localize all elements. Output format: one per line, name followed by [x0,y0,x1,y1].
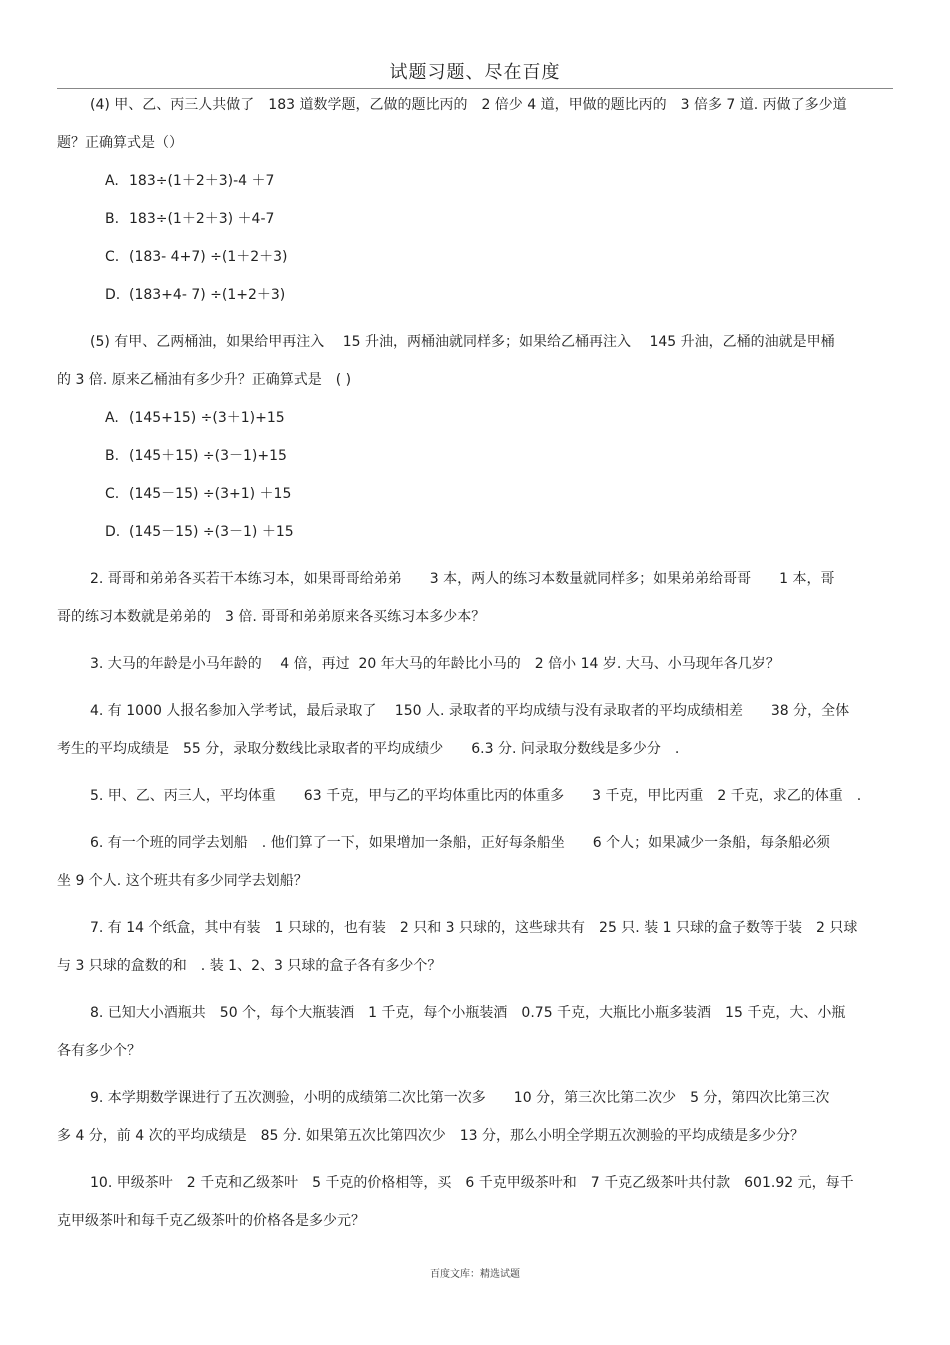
question-2-line-1: 2. 哥哥和弟弟各买若干本练习本，如果哥哥给弟弟 3 本，两人的练习本数量就同样多；如果弟弟给哥哥 1 本，哥 [90,571,835,587]
question-5 [57,331,893,543]
question-7-line-2: 与 3 只球的盒数的和 . 装 1、2、3 只球的盒子各有多少个？ [57,958,442,974]
question-10-line-2: 克甲级茶叶和每千克乙级茶叶的价格各是多少元？ [57,1213,365,1229]
question-5-line-1: (5) 有甲、乙两桶油，如果给甲再注入 15 升油，两桶油就同样多；如果给乙桶再注入 145 升油，乙桶的油就是甲桶 [90,334,835,350]
question-9 [57,1087,893,1147]
question-4-option-b: B. 183÷(1＋2＋3) ＋4-7 [105,211,275,227]
header-divider [57,88,893,89]
page-header-title: 试题习题、尽在百度 [389,62,561,83]
question-2 [57,568,893,628]
question-2-line-2: 哥的练习本数就是弟弟的 3 倍. 哥哥和弟弟原来各买练习本多少本？ [57,609,486,625]
question-4-option-c: C. (183- 4+7) ÷(1＋2＋3) [105,249,288,265]
question-3 [57,653,893,675]
question-10-line-1: 10. 甲级茶叶 2 千克和乙级茶叶 5 千克的价格相等，买 6 千克甲级茶叶和 7 千克乙级茶叶共付款 601.92 元，每千 [90,1175,854,1191]
question-10 [57,1172,893,1232]
question-8 [57,1002,893,1062]
question-5-option-d: D. (145－15) ÷(3－1) ＋15 [105,524,294,540]
question-8-line-1: 8. 已知大小酒瓶共 50 个，每个大瓶装酒 1 千克，每个小瓶装酒 0.75 千克，大瓶比小瓶多装酒 15 千克，大、小瓶 [90,1005,846,1021]
question-5-word-problem-line-1: 5. 甲、乙、丙三人，平均体重 63 千克，甲与乙的平均体重比丙的体重多 3 千克，甲比丙重 2 千克，求乙的体重 . [90,788,862,804]
page-footer: 百度文库：精选试题 [430,1269,520,1280]
question-5-option-c: C. (145－15) ÷(3+1) ＋15 [105,486,292,502]
question-5-option-a: A. (145+15) ÷(3＋1)+15 [105,410,285,426]
question-3-line-1: 3. 大马的年龄是小马年龄的 4 倍，再过 20 年大马的年龄比小马的 2 倍小 14 岁. 大马、小马现年各几岁？ [90,656,780,672]
question-4-word-problem-line-1: 4. 有 1000 人报名参加入学考试，最后录取了 150 人. 录取者的平均成绩与没有录取者的平均成绩相差 38 分，全体 [90,703,850,719]
question-9-line-1: 9. 本学期数学课进行了五次测验，小明的成绩第二次比第一次多 10 分，第三次比第二次少 5 分，第四次比第三次 [90,1090,830,1106]
question-9-line-2: 多 4 分，前 4 次的平均成绩是 85 分. 如果第五次比第四次少 13 分，那么小明全学期五次测验的平均成绩是多少分？ [57,1128,805,1144]
question-7-line-1: 7. 有 14 个纸盒，其中有装 1 只球的，也有装 2 只和 3 只球的，这些球共有 25 只. 装 1 只球的盒子数等于装 2 只球 [90,920,858,936]
question-5-option-b: B. (145＋15) ÷(3－1)+15 [105,448,287,464]
question-7 [57,917,893,977]
question-5-word-problem [57,785,893,807]
question-4 [57,94,893,306]
question-4-line-2: 题？正确算式是（） [57,135,183,151]
question-4-option-a: A. 183÷(1＋2＋3)-4 ＋7 [105,173,275,189]
question-8-line-2: 各有多少个？ [57,1043,141,1059]
question-4-option-d: D. (183+4- 7) ÷(1+2＋3) [105,287,286,303]
question-4-word-problem [57,700,893,760]
question-6 [57,832,893,892]
question-5-line-2: 的 3 倍. 原来乙桶油有多少升？正确算式是 ( ) [57,372,352,388]
question-4-word-problem-line-2: 考生的平均成绩是 55 分，录取分数线比录取者的平均成绩少 6.3 分. 问录取分数线是多少分 . [57,741,680,757]
question-6-line-1: 6. 有一个班的同学去划船 . 他们算了一下，如果增加一条船，正好每条船坐 6 个人；如果减少一条船，每条船必须 [90,835,831,851]
question-4-line-1: (4) 甲、乙、丙三人共做了 183 道数学题，乙做的题比丙的 2 倍少 4 道，甲做的题比丙的 3 倍多 7 道. 丙做了多少道 [90,97,847,113]
document-body [57,94,893,1232]
question-6-line-2: 坐 9 个人. 这个班共有多少同学去划船？ [57,873,308,889]
